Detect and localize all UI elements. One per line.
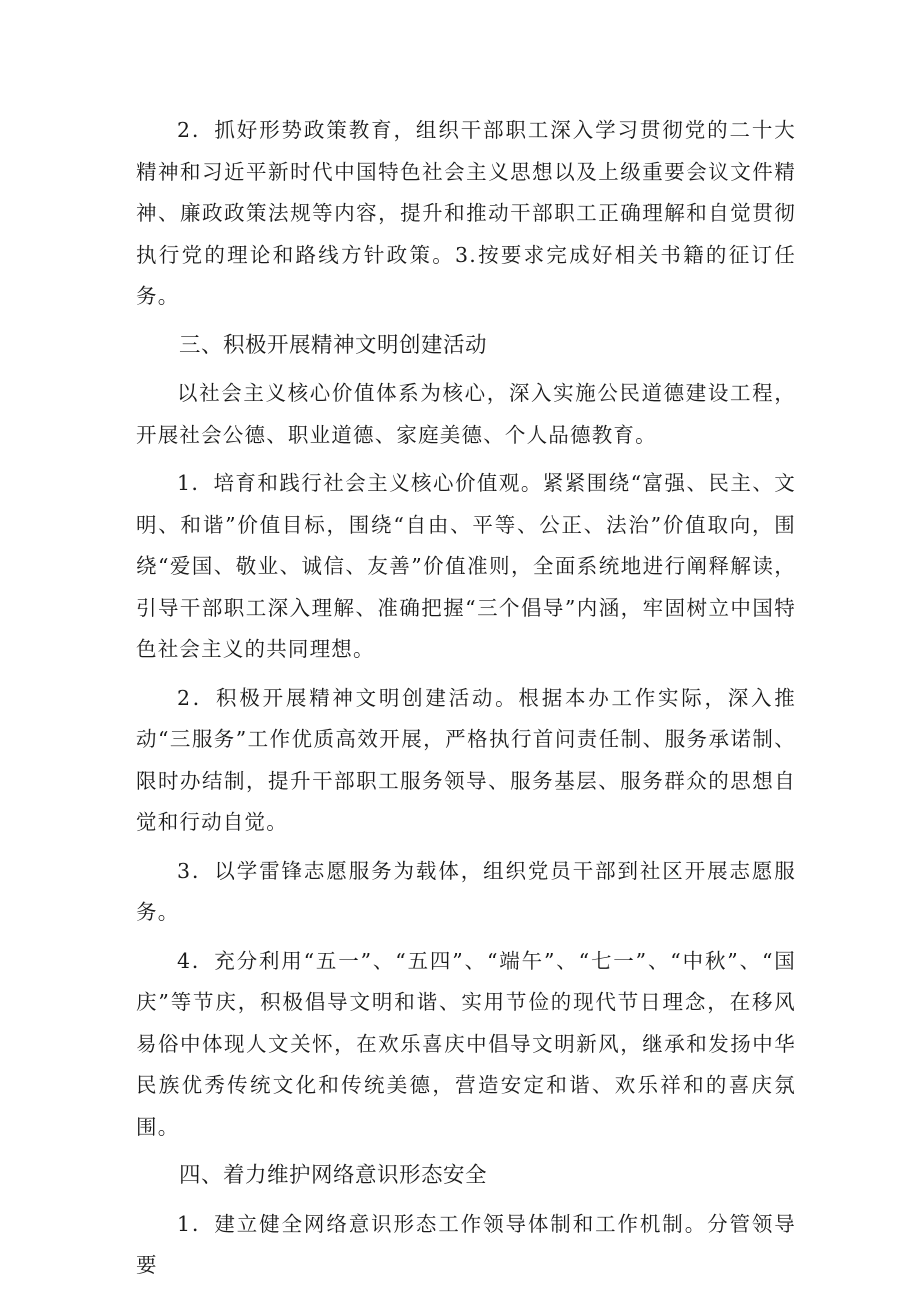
paragraph-item-2: 2．积极开展精神文明创建活动。根据本办工作实际，深入推动“三服务”工作优质高效开展，严格执行首问责任制、服务承诺制、限时办结制，提升干部职工服务领导、服务基层、服务群众的思想自觉和行动自觉。 xyxy=(136,685,796,834)
paragraph-item-1: 1．培育和践行社会主义核心价值观。紧紧围绕“富强、民主、文明、和谐”价值目标，围绕“自由、平等、公正、法治”价值取向，围绕“爱国、敬业、诚信、友善”价值准则，全面系统地进行阐释解读，引导干部职工深入理解、准确把握“三个倡导”内涵，牢固树立中国特色社会主义的共同理想。 xyxy=(136,471,796,661)
paragraph-item-3: 3．以学雷锋志愿服务为载体，组织党员干部到社区开展志愿服务。 xyxy=(136,858,796,924)
paragraph-item-4: 4．充分利用“五一”、“五四”、“端午”、“七一”、“中秋”、“国庆”等节庆，积极倡导文明和谐、实用节俭的现代节日理念，在移风易俗中体现人文关怀，在欢乐喜庆中倡导文明新风，继承和发扬中华民族优秀传统文化和传统美德，营造安定和谐、欢乐祥和的喜庆氛围。 xyxy=(136,948,796,1139)
paragraph-core-values-intro: 以社会主义核心价值体系为核心，深入实施公民道德建设工程，开展社会公德、职业道德、家庭美德、个人品德教育。 xyxy=(136,381,796,447)
section-heading-4: 四、着力维护网络意识形态安全 xyxy=(179,1163,488,1188)
paragraph-network-item-1: 1．建立健全网络意识形态工作领导体制和工作机制。分管领导要 xyxy=(136,1211,796,1277)
document-body xyxy=(136,110,796,1294)
paragraph-policy-education: 2．抓好形势政策教育，组织干部职工深入学习贯彻党的二十大精神和习近平新时代中国特色社会主义思想以及上级重要会议文件精神、廉政政策法规等内容，提升和推动干部职工正确理解和自觉贯彻执行党的理论和路线方针政策。3.按要求完成好相关书籍的征订任务。 xyxy=(136,118,796,308)
section-heading-3: 三、积极开展精神文明创建活动 xyxy=(179,332,488,358)
